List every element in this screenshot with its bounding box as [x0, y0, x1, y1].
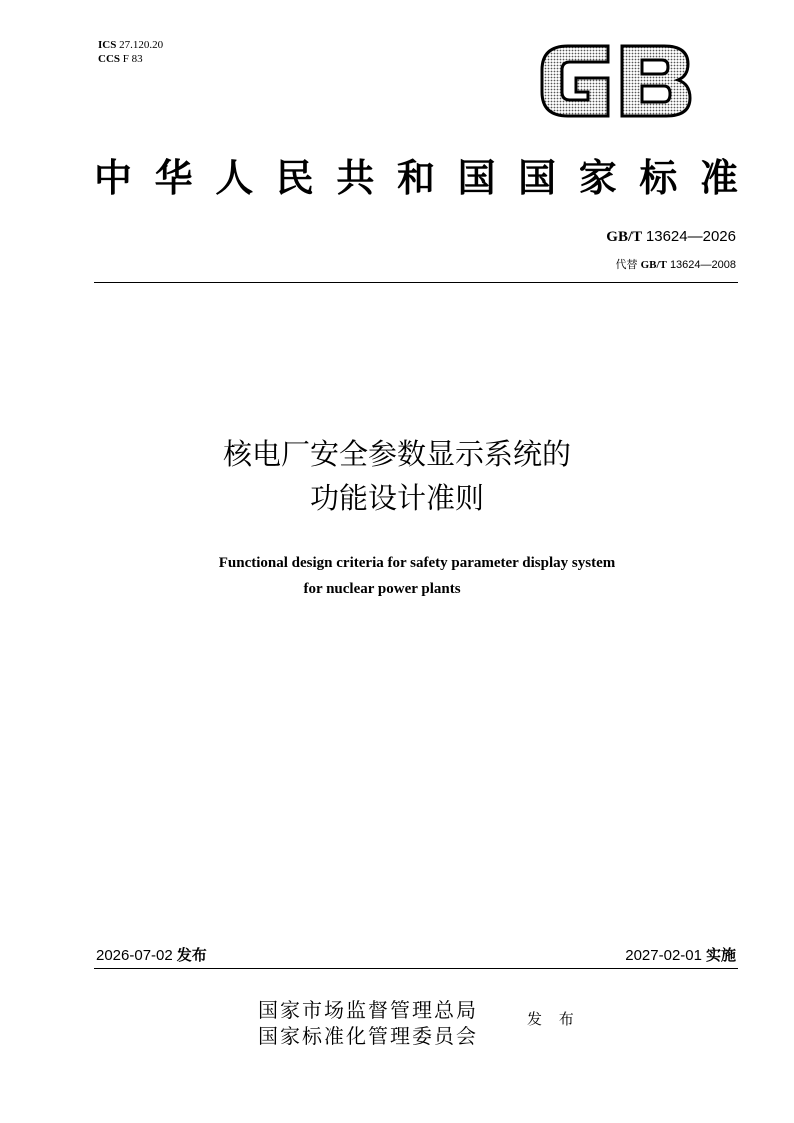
issue-action: 发 布	[527, 1010, 580, 1028]
chinese-title-line-1: 核电厂安全参数显示系统的	[222, 437, 571, 471]
chinese-title-line-2: 功能设计准则	[309, 481, 484, 515]
implementation-date-suffix: 实施	[705, 946, 736, 964]
top-divider	[94, 282, 738, 283]
gb-logo-icon	[538, 40, 694, 122]
title-char: 人	[215, 154, 254, 200]
ics-label: ICS	[98, 39, 117, 51]
standard-number	[606, 228, 736, 246]
ccs-value: F 83	[122, 53, 143, 65]
issue-date-value: 2026-07-02	[96, 947, 173, 964]
title-char: 华	[154, 154, 193, 200]
title-char: 国	[457, 154, 496, 200]
replaces-number: 13624—2008	[669, 259, 736, 271]
standard-number-value: 13624—2026	[645, 228, 736, 245]
ics-value: 27.120.20	[119, 39, 164, 51]
title-char: 共	[336, 154, 375, 200]
standard-code: GB/T	[606, 229, 643, 245]
title-char: 和	[396, 154, 435, 200]
bottom-divider	[94, 968, 738, 969]
title-char: 国	[518, 154, 557, 200]
replaces-prefix: 代替	[615, 259, 638, 271]
issuer-line-1: 国家市场监督管理总局	[258, 998, 478, 1022]
issue-date	[96, 944, 207, 965]
replaces-standard	[616, 256, 736, 272]
national-standard-title	[94, 150, 738, 198]
title-char: 民	[275, 154, 314, 200]
title-char: 家	[578, 154, 617, 200]
title-char: 标	[639, 154, 678, 200]
english-title-line-1: Functional design criteria for safety parameter display system	[218, 555, 616, 571]
issuer-line-2: 国家标准化管理委员会	[258, 1024, 478, 1048]
ccs-label: CCS	[98, 53, 121, 65]
implementation-date-value: 2027-02-01	[625, 947, 702, 964]
implementation-date	[625, 944, 736, 965]
title-char: 准	[699, 154, 738, 200]
issue-date-suffix: 发布	[176, 946, 207, 964]
replaces-code: GB/T	[640, 259, 667, 271]
title-char: 中	[94, 154, 133, 200]
english-title-line-2: for nuclear power plants	[303, 581, 461, 597]
classification-codes	[98, 38, 163, 66]
